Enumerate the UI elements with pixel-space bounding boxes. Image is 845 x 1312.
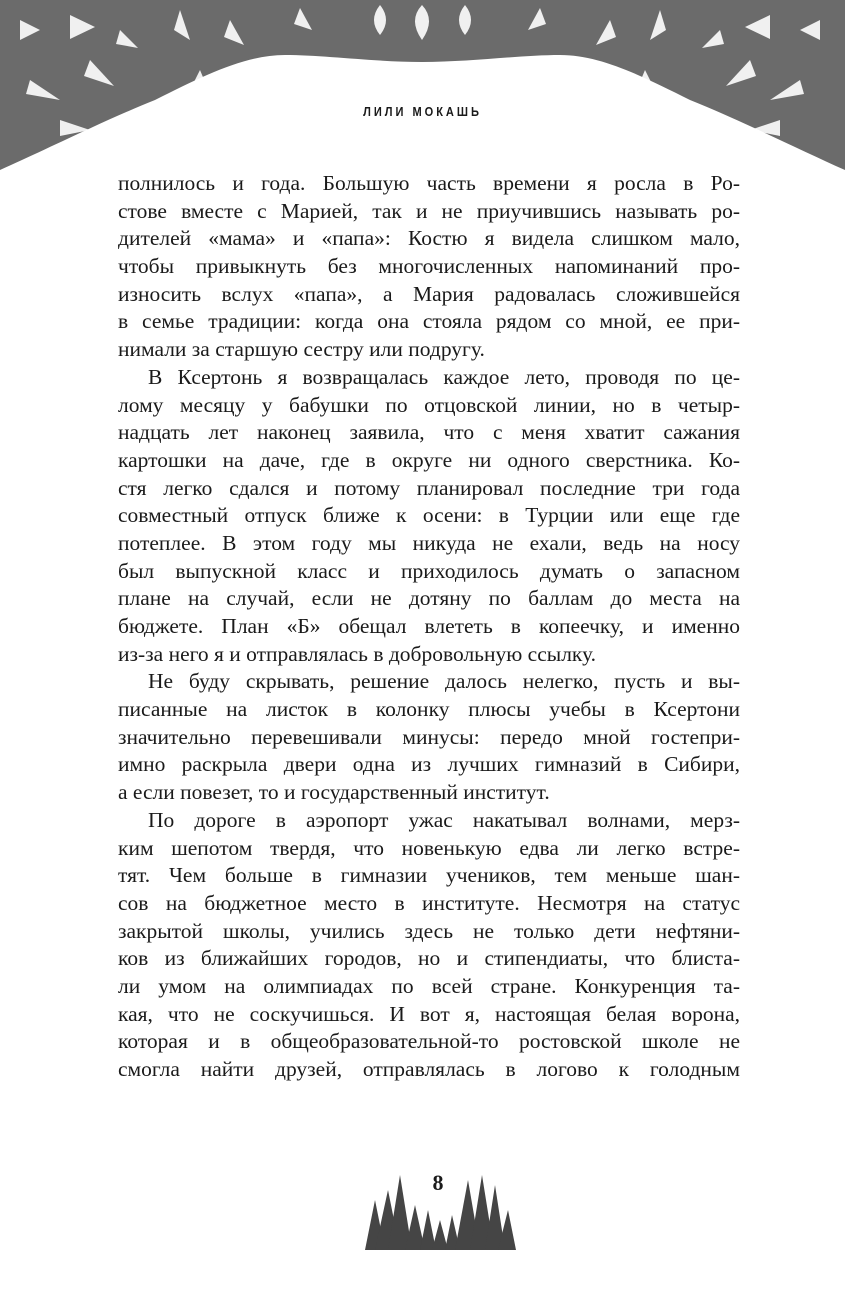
text-line: лому месяцу у бабушки по отцовской линии, но в четыр- xyxy=(118,392,740,417)
decorative-ornament-header xyxy=(0,0,845,175)
text-line: писанные на листок в колонку плюсы учебы в Ксертони xyxy=(118,697,740,722)
text-line: закрытой школы, учились здесь не только дети нефтяни- xyxy=(118,918,740,943)
text-line: которая и в общеобразовательной-то ростовской школе не xyxy=(118,1029,740,1054)
text-line: картошки на даче, где в округе ни одного сверстника. Ко- xyxy=(118,447,740,472)
text-line: совместный отпуск ближе к осени: в Турции или еще где xyxy=(118,503,740,528)
text-line: ли умом на олимпиадах по всей стране. Конкуренция та- xyxy=(118,973,740,998)
text-line: нимали за старшую сестру или подругу. xyxy=(118,337,485,362)
text-line: был выпускной класс и приходилось думать о запасном xyxy=(118,558,740,583)
text-line: из-за него я и отправлялась в добровольную ссылку. xyxy=(118,641,597,666)
text-line: Не буду скрывать, решение далось нелегко, пусть и вы- xyxy=(148,669,740,694)
running-head-author: ЛИЛИ МОКАШЬ xyxy=(363,104,482,119)
text-line: полнилось и года. Большую часть времени я росла в Ро- xyxy=(118,171,740,195)
text-line: смогла найти друзей, отправлялась в логово к голодным xyxy=(118,1057,740,1081)
page-number: 8 xyxy=(432,1170,444,1195)
text-line: кая, что не соскучишься. И вот я, настоящая белая ворона, xyxy=(118,1001,740,1026)
text-line: чтобы привыкнуть без многочисленных напоминаний про- xyxy=(118,254,740,279)
text-line: стя легко сдался и потому планировал последние три года xyxy=(118,475,740,500)
text-line: надцать лет наконец заявила, что с меня хватит сажания xyxy=(118,420,740,445)
text-line: имно раскрыла двери одна из лучших гимназий в Сибири, xyxy=(118,752,740,777)
text-line: а если повезет, то и государственный институт. xyxy=(118,780,550,805)
text-line: бюджете. План «Б» обещал влететь в копеечку, и именно xyxy=(118,614,740,638)
text-line: дителей «мама» и «папа»: Костю я видела слишком мало, xyxy=(118,226,740,251)
text-line: По дороге в аэропорт ужас накатывал волнами, мерз- xyxy=(148,807,740,832)
text-line: сов на бюджетное место в институте. Несмотря на статус xyxy=(118,890,740,915)
text-line: плане на случай, если не дотяну по баллам до места на xyxy=(118,586,740,611)
text-line: тят. Чем больше в гимназии учеников, тем меньше шан- xyxy=(118,863,740,888)
body-text xyxy=(118,170,740,1084)
text-line: в семье традиции: когда она стояла рядом со мной, ее при- xyxy=(118,309,740,334)
text-line: значительно перевешивали минусы: передо мной гостепри- xyxy=(118,724,740,749)
text-line: износить вслух «папа», а Мария радовалась сложившейся xyxy=(118,281,740,306)
text-line: В Ксертонь я возвращалась каждое лето, проводя по це- xyxy=(148,364,740,389)
text-line: стове вместе с Марией, так и не приучившись называть ро- xyxy=(118,198,740,223)
text-line: потеплее. В этом году мы никуда не ехали, ведь на носу xyxy=(118,530,740,555)
text-line: ков из ближайших городов, но и стипендиаты, что блиста- xyxy=(118,946,740,971)
text-line: ким шепотом твердя, что новенькую едва ли легко встре- xyxy=(118,835,740,860)
